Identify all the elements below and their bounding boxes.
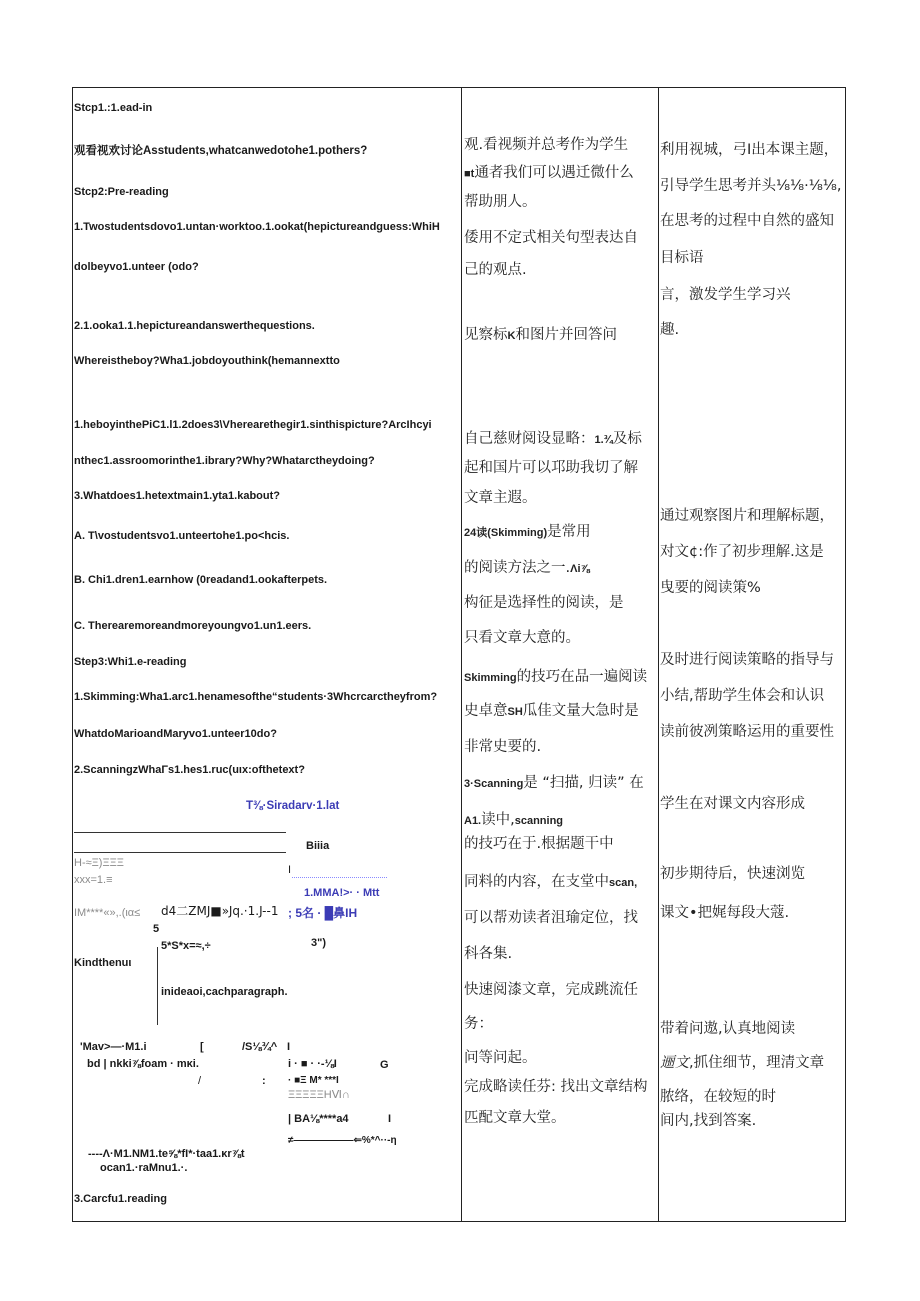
figure-d4: d4二ZMJ■»Jq.·1.J--1 [161, 904, 279, 918]
figure-bar-3: I [388, 1113, 392, 1125]
question-2-line-1: 2.1.ooka1.1.hepictureandanswerthequestions. [74, 320, 315, 332]
activity-6-line-4: 同料的内容，在支堂中scan, [464, 874, 638, 890]
option-a: A. T\vostudentsvo1.unteertohe1.po<hcis. [74, 530, 290, 542]
intent-4-line-3: 课文•把娓每段大蔻. [660, 905, 790, 921]
activity-3-line-3: 文章主遐。 [464, 490, 537, 506]
intent-4-line-2: 初步期待后，快速浏览 [660, 866, 805, 882]
scanning-question: 2.ScanningzWhaΓs1.hes1.ruc(uιx:ofthetext? [74, 764, 305, 776]
activity-1-mark: ■t [464, 168, 475, 180]
intent-5-line-3: 脓络，在较短的时 [660, 1089, 776, 1105]
column-divider-1 [461, 87, 462, 1222]
activity-1-line-5: 己的观点. [464, 262, 527, 278]
skimming-line-2: WhatdoMarioandMaryvo1.unteer10do? [74, 728, 277, 740]
figure-title: T⅜·Siradarv·1.lat [246, 800, 340, 812]
activity-4-line-3: 构征是选择性的阅读，是 [464, 595, 624, 611]
step1-label: Stcp1.:1.ead-in [74, 102, 153, 114]
intent-2-line-1: 通过观察图片和理解标题， [660, 508, 834, 524]
figure-vertical-rule [157, 947, 158, 1025]
intent-5-line-1: 带着问遨,认真地阅读 [660, 1021, 796, 1037]
activity-3-line-2: 起和国片可以邛助我切了解 [464, 460, 638, 476]
careful-reading-label: 3.Carcfu1.reading [74, 1193, 167, 1205]
figure-gray-3: IM****«»,.(ια≤ [74, 907, 141, 919]
question-1-line-2: dolbeyvo1.unteer (odo? [74, 261, 199, 273]
intent-1-line-1: 利用视城，弓I出本课主题， [660, 142, 839, 158]
activity-5-line-1: Skimming的技巧在品一遍阅读 [464, 669, 648, 685]
intent-3-line-3: 读前彼冽策略运用的重要性 [660, 724, 834, 740]
figure-biia: Biiia [306, 840, 330, 852]
activity-6-line-1: 3·Scanning是 “扫描, 归读” 在 [464, 775, 644, 791]
figure-s: /S⅛¾^ [242, 1041, 278, 1053]
figure-ba: | BA⅛****a4 [288, 1113, 349, 1125]
figure-gray-1: H-≈Ξ)ΞΞΞ [74, 857, 124, 869]
figure-rule-1 [74, 832, 286, 833]
figure-inide: inideaoi,cachparagraph. [161, 986, 288, 998]
activity-4-line-1: 24读(Skimming)是常用 [464, 524, 591, 540]
activity-5-line-2: 史卓意SH瓜佳文量大急时是 [464, 703, 639, 719]
step3-label: Step3:Whi1.e-reading [74, 656, 187, 668]
intent-2-line-2: 对文¢:作了初步理解.这是 [660, 544, 824, 560]
intent-3-line-2: 小结,帮助学生体会和认识 [660, 688, 825, 704]
figure-bar-2: I [287, 1041, 291, 1053]
question-3: 3.Whatdoes1.hetextmain1.yta1.kabout? [74, 490, 280, 502]
activity-6-line-6: 科各集. [464, 946, 513, 962]
activity-6-line-3: 的技巧在于.根据题干中 [464, 836, 614, 852]
question-2-line-2: Whereistheboy?Wha1.jobdoyouthink(hemannextto [74, 355, 340, 367]
activity-6-line-5: 可以帮劝读者沮瑜定位，找 [464, 910, 638, 926]
activity-4-line-2: 的阅读方法之一.Λi⅞ [464, 560, 590, 576]
activity-7-line-1: 快速阅漆文章，完成跳流任 [464, 982, 638, 998]
figure-kind: Kindthenuι [74, 957, 132, 969]
figure-bar-1: I [288, 864, 292, 876]
activity-1-line-2: ■t通者我们可以遇迁微什么 [464, 165, 634, 181]
activity-3-line-1: 自己慈财阅设显略：1.¾及标 [464, 431, 642, 447]
intent-3-line-1: 及时进行阅读策略的指导与 [660, 652, 834, 668]
intent-1-line-4: 目标语 [660, 250, 704, 266]
figure-slash: / [198, 1075, 202, 1087]
figure-3: 3") [311, 937, 326, 949]
step1-text: 观看视欢讨论Asstudents,whatcanwedotohe1.pothers? [74, 145, 368, 157]
step2-label: Stcp2:Pre-reading [74, 186, 169, 198]
figure-dotted-rule [292, 877, 387, 878]
activity-1-line-4: 倭用不定式相关句型表达自 [464, 230, 638, 246]
figure-gray-4: ΞΞΞΞΞHⅥ∩ [288, 1089, 350, 1101]
question-2-line-3: 1.heboyinthePiC1.l1.2does3\Vherearethegir1.sinthispicture?ArcIhcyi [74, 419, 432, 431]
figure-arrow: ≠——————⇐%*^··-η [288, 1135, 397, 1146]
activity-1-line-1: 观.看视频并总考作为学生 [464, 137, 629, 153]
intent-4-line-1: 学生在对课文内容形成 [660, 796, 805, 812]
activity-7-line-3: 问等问起。 [464, 1050, 537, 1066]
figure-rule-2 [74, 852, 286, 853]
intent-5-line-4: 间内,找到答案. [660, 1113, 757, 1129]
activity-7-line-5: 匹配文章大堂。 [464, 1110, 566, 1126]
activity-4-line-4: 只看文章大意的。 [464, 630, 580, 646]
option-c: C. Therearemoreandmoreyoungvo1.un1.eers. [74, 620, 312, 632]
figure-5s: 5*S*x=≈,÷ [161, 940, 211, 952]
intent-1-line-2: 引导学生思考并头⅛⅛·⅛⅛, [660, 178, 842, 194]
intent-5-line-2: 逦文,抓住细节，理清文章 [660, 1055, 825, 1071]
activity-7-line-4: 完成略读任芬: 找出文章结构 [464, 1079, 648, 1095]
figure-m: · ■Ξ M* ***I [288, 1075, 339, 1086]
figure-i3: i · ■ · ·-⅛I [288, 1058, 337, 1070]
question-2-line-4: nthec1.assroomorinthe1.ibrary?Why?Whatarctheydoing? [74, 455, 375, 467]
figure-bottom-1: ----Λ·M1.NM1.te⅝*fI*·taa1.κr⅞t [88, 1148, 245, 1160]
activity-6-line-2: A1.读中,scanning [464, 812, 564, 828]
figure-bracket: [ [200, 1041, 204, 1053]
figure-colon: : [262, 1075, 266, 1087]
skimming-line-1: 1.Skimming:Wha1.arc1.henamesofthe“students·3Whcrcarctheyfrom? [74, 691, 438, 703]
intent-1-line-6: 趣. [660, 322, 680, 338]
figure-5: 5 [153, 923, 160, 935]
activity-7-line-2: 务： [464, 1016, 493, 1032]
column-divider-2 [658, 87, 659, 1222]
figure-bd: bd | nkki⅞foam · mκi. [87, 1058, 199, 1070]
figure-mav: 'Mav>—·M1.i [80, 1041, 147, 1053]
figure-gray-2: xxx=1.≡ [74, 874, 113, 886]
option-b: B. Chi1.dren1.earnhow (0readand1.ookafterpets. [74, 574, 328, 586]
figure-bottom-2: ocan1.·raMnu1.·. [100, 1162, 188, 1174]
intent-1-line-5: 言，激发学生学习兴 [660, 287, 791, 303]
intent-2-line-3: 曳要的阅读策% [660, 580, 761, 596]
figure-5-name: ; 5名 · █鼻IH [288, 906, 358, 920]
activity-2: 见察标K和图片并回答问 [464, 327, 617, 343]
activity-1-line-3: 帮助朋人。 [464, 194, 537, 210]
figure-mma: 1.MMA!>· · Mtt [304, 887, 380, 899]
activity-5-line-3: 非常史要的. [464, 739, 542, 755]
intent-1-line-3: 在思考的过程中自然的盛知 [660, 213, 834, 229]
question-1-line-1: 1.Twostudentsdovo1.untan·worktoo.1.ookat(hepictureandguess:WhiH [74, 221, 440, 233]
figure-g: G [380, 1059, 389, 1071]
